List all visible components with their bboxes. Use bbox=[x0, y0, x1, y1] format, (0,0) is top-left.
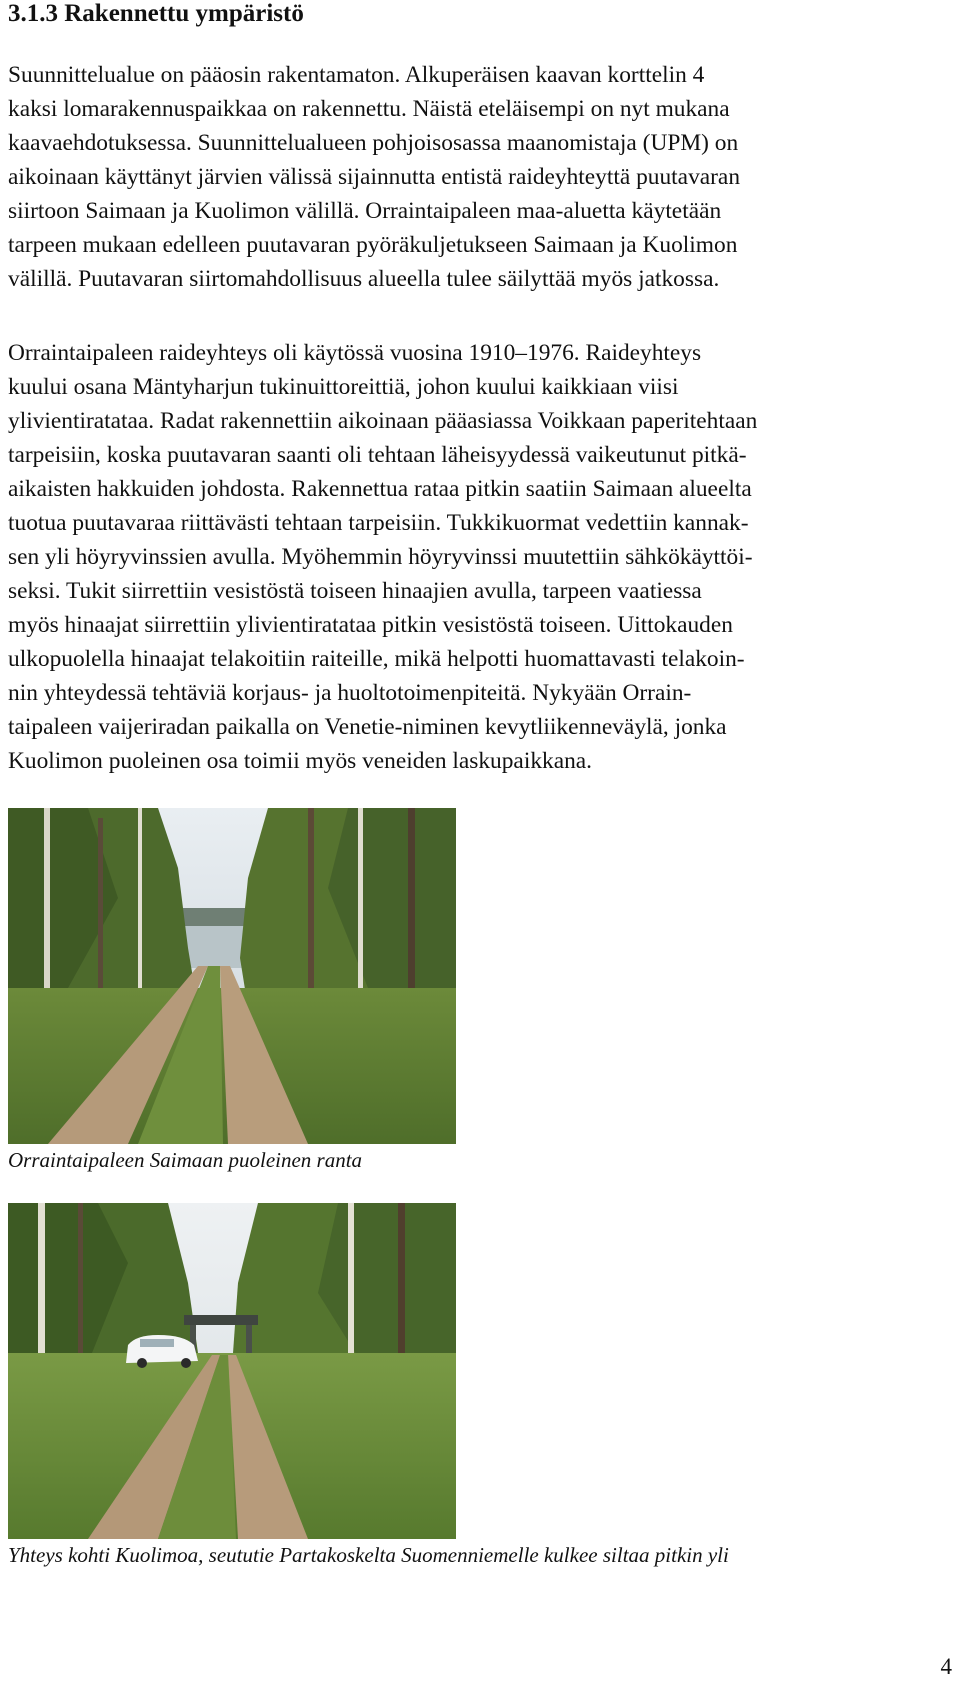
paragraph-line: välillä. Puutavaran siirtomahdollisuus alueella tulee säilyttää myös jatkossa. bbox=[8, 266, 720, 292]
paragraph-line: tuotua puutavaraa riittävästi tehtaan tarpeisiin. Tukkikuormat vedettiin kannak- bbox=[8, 510, 749, 536]
photo-1-caption: Orraintaipaleen Saimaan puoleinen ranta bbox=[8, 1148, 363, 1172]
paragraph-line: aikoinaan käyttänyt järvien välissä sijainnutta entistä raideyhteyttä puutavaran bbox=[8, 164, 741, 190]
paragraph-line: siirtoon Saimaan ja Kuolimon välillä. Orraintaipaleen maa-aluetta käytetään bbox=[8, 198, 722, 224]
paragraph-line: kuului osana Mäntyharjun tukinuittoreittiä, johon kuului kaikkiaan viisi bbox=[8, 374, 679, 400]
photo-2-caption: Yhteys kohti Kuolimoa, seututie Partakoskelta Suomenniemelle kulkee siltaa pitkin yli bbox=[8, 1543, 729, 1567]
paragraph-line: ulkopuolella hinaajat telakoitiin raiteille, mikä helpotti huomattavasti telakoin- bbox=[8, 646, 745, 672]
paragraph-line: sen yli höyryvinssien avulla. Myöhemmin höyryvinssi muutettiin sähkökäyttöi- bbox=[8, 544, 753, 570]
paragraph-1 bbox=[8, 58, 956, 296]
page-number: 4 bbox=[940, 1654, 952, 1679]
paragraph-2 bbox=[8, 336, 956, 778]
paragraph-line: kaksi lomarakennuspaikkaa on rakennettu. Näistä eteläisempi on nyt mukana bbox=[8, 96, 730, 122]
photo-road-bridge bbox=[8, 1203, 456, 1539]
paragraph-line: tarpeen mukaan edelleen puutavaran pyöräkuljetukseen Saimaan ja Kuolimon bbox=[8, 232, 738, 258]
paragraph-line: Suunnittelualue on pääosin rakentamaton. Alkuperäisen kaavan korttelin 4 bbox=[8, 62, 705, 88]
paragraph-line: Kuolimon puoleinen osa toimii myös veneiden laskupaikkana. bbox=[8, 748, 593, 774]
paragraph-line: seksi. Tukit siirrettiin vesistöstä toiseen hinaajien avulla, tarpeen vaatiessa bbox=[8, 578, 702, 604]
paragraph-line: Orraintaipaleen raideyhteys oli käytössä vuosina 1910–1976. Raideyhteys bbox=[8, 340, 702, 366]
section-heading: 3.1.3 Rakennettu ympäristö bbox=[8, 0, 304, 27]
photo-lakeside-road bbox=[8, 808, 456, 1144]
paragraph-line: kaavaehdotuksessa. Suunnittelualueen pohjoisosassa maanomistaja (UPM) on bbox=[8, 130, 739, 156]
paragraph-line: ylivientiratataa. Radat rakennettiin aikoinaan pääasiassa Voikkaan paperitehtaan bbox=[8, 408, 758, 434]
paragraph-line: taipaleen vaijeriradan paikalla on Venetie-niminen kevytliikenneväylä, jonka bbox=[8, 714, 727, 740]
paragraph-line: tarpeisiin, koska puutavaran saanti oli tehtaan läheisyydessä vaikeutunut pitkä- bbox=[8, 442, 747, 468]
paragraph-line: aikaisten hakkuiden johdosta. Rakennettua rataa pitkin saatiin Saimaan alueelta bbox=[8, 476, 752, 502]
paragraph-line: nin yhteydessä tehtäviä korjaus- ja huoltotoimenpiteitä. Nykyään Orrain- bbox=[8, 680, 692, 706]
paragraph-line: myös hinaajat siirrettiin ylivientiratataa pitkin vesistöstä toiseen. Uittokauden bbox=[8, 612, 733, 638]
